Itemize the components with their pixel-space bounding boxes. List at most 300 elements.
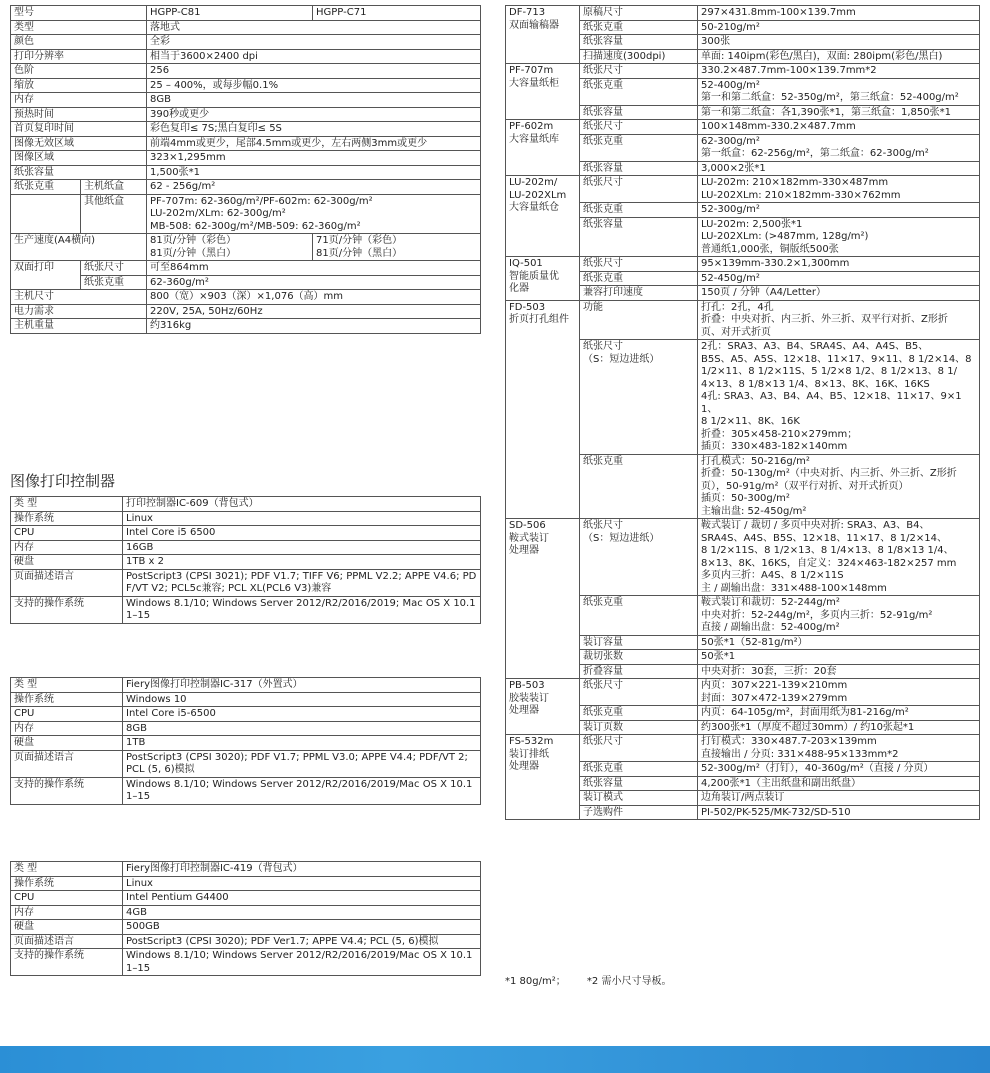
option-name — [506, 735, 580, 820]
spec-value: 220V, 25A, 50Hz/60Hz — [147, 304, 481, 319]
controller-row — [11, 555, 481, 570]
cell-line: 约300张*1（厚度不超过30mm）/ 约10张起*1 — [701, 721, 915, 733]
cell-line: 智能质量优 — [509, 270, 559, 282]
spec-key: 打印分辨率 — [11, 49, 147, 64]
spec-value: 25 – 400%，或每步幅0.1% — [147, 78, 481, 93]
cell-line: 鞍式装订 — [509, 532, 549, 544]
spec-key: 双面打印 — [11, 261, 81, 290]
spec-value: 全彩 — [147, 35, 481, 50]
controller-value: 16GB — [123, 540, 481, 555]
cell-line: 打孔模式：50-216g/m² — [701, 455, 810, 467]
controller-row — [11, 736, 481, 751]
spec-value — [147, 194, 481, 234]
cell-line: PF-707m — [509, 65, 554, 76]
option-key — [580, 49, 698, 64]
option-key — [580, 257, 698, 272]
cell-line: 处理器 — [509, 545, 539, 556]
option-value — [698, 805, 980, 820]
controller-value: 4GB — [123, 905, 481, 920]
controller-row — [11, 777, 481, 804]
controller-value: Intel Pentium G4400 — [123, 891, 481, 906]
cell-line: 纸张容量 — [583, 777, 623, 789]
option-name — [506, 176, 580, 257]
spec-row — [11, 20, 481, 35]
spec-row-weight — [11, 180, 481, 195]
controller-key: 硬盘 — [11, 736, 123, 751]
controller-key: 类 型 — [11, 497, 123, 512]
cell-line: PB-503 — [509, 680, 545, 691]
cell-line: 纸张容量 — [583, 162, 623, 174]
cell-line: 主输出盘: 52-450g/m² — [701, 505, 807, 517]
spec-key: 首页复印时间 — [11, 122, 147, 137]
spec-value: 落地式 — [147, 20, 481, 35]
spec-row — [11, 290, 481, 305]
option-name — [506, 300, 580, 519]
controller-row — [11, 920, 481, 935]
controller-row — [11, 511, 481, 526]
cell-line: 1/2×11、8 1/2×11S、5 1/2×8 1/2、8 1/2×13、8 1/ — [701, 366, 957, 377]
cell-line: 81页/分钟（黑白） — [150, 247, 237, 259]
spec-row-weight-other — [11, 194, 481, 234]
controller-row — [11, 862, 481, 877]
cell-line: 扫描速度(300dpi) — [583, 50, 666, 62]
option-key — [580, 35, 698, 50]
cell-line: 双面输稿器 — [509, 19, 559, 31]
cell-line: 150页 / 分钟（A4/Letter） — [701, 287, 827, 298]
cell-line: 纸张尺寸 — [583, 65, 623, 76]
controller-key: CPU — [11, 526, 123, 541]
controller-table-2 — [10, 677, 481, 805]
cell-line: 打钉模式：330×487.7-203×139mm — [701, 736, 877, 747]
cell-line: 62-300g/m² — [701, 135, 760, 147]
option-key — [580, 176, 698, 203]
cell-line: 内页：64-105g/m²，封面用纸为81-216g/m² — [701, 707, 909, 718]
option-name — [506, 64, 580, 120]
spec-row — [11, 122, 481, 137]
spec-key: 图像无效区域 — [11, 136, 147, 151]
option-key — [580, 300, 698, 340]
cell-line: 大容量纸柜 — [509, 77, 559, 89]
option-key — [580, 286, 698, 301]
option-key — [580, 635, 698, 650]
spec-value: 前端4mm或更少，尾部4.5mm或更少，左右两侧3mm或更少 — [147, 136, 481, 151]
option-value — [698, 454, 980, 519]
cell-line: 81页/分钟（黑白） — [316, 247, 403, 259]
cell-line: 52-300g/m² — [701, 204, 760, 215]
option-key — [580, 706, 698, 721]
cell-line: 4,200张*1（主出纸盘和副出纸盘） — [701, 777, 861, 789]
spec-key: 缩放 — [11, 78, 147, 93]
cell-line: 原稿尺寸 — [583, 7, 623, 18]
cell-line: 8×13、8K、16KS，自定义：324×463-182×257 mm — [701, 557, 957, 569]
controller-value: Intel Core i5-6500 — [123, 707, 481, 722]
cell-line: 71页/分钟（彩色） — [316, 235, 403, 246]
spec-key: 纸张克重 — [11, 180, 81, 195]
cell-line: FD-503 — [509, 301, 546, 313]
spec-row — [11, 319, 481, 334]
option-value — [698, 706, 980, 721]
controller-key: 支持的操作系统 — [11, 777, 123, 804]
spec-row-duplex-weight — [11, 275, 481, 290]
cell-line: 纸张容量 — [583, 106, 623, 118]
option-value — [698, 217, 980, 257]
cell-line: LU-202m/XLm: 62-300g/m² — [150, 208, 286, 219]
cell-line: PF-707m: 62-360g/m²/PF-602m: 62-300g/m² — [150, 195, 373, 207]
option-value — [698, 105, 980, 120]
spec-row — [11, 136, 481, 151]
cell-line: 纸张克重 — [583, 204, 623, 215]
controller-row — [11, 678, 481, 693]
cell-line: 插页：330×483-182×140mm — [701, 441, 848, 452]
speed-b — [313, 234, 481, 261]
option-value — [698, 203, 980, 218]
option-key — [580, 776, 698, 791]
option-key — [580, 762, 698, 777]
spec-key: 生产速度(A4横向) — [11, 234, 147, 261]
option-key — [580, 805, 698, 820]
controller-value: 8GB — [123, 721, 481, 736]
controller-key: 操作系统 — [11, 692, 123, 707]
cell-line: LU-202m: 2,500张*1 — [701, 218, 803, 230]
spec-subkey: 其他纸盒 — [81, 194, 147, 234]
spec-value: 323×1,295mm — [147, 151, 481, 166]
cell-line: 297×431.8mm-100×139.7mm — [701, 7, 856, 18]
option-row — [506, 519, 980, 596]
controller-row — [11, 497, 481, 512]
spec-row — [11, 64, 481, 79]
cell-line: 大容量纸仓 — [509, 202, 559, 213]
cell-line: B5S、A5、A5S、12×18、11×17、9×11、8 1/2×14、8 — [701, 353, 972, 365]
controller-value: Fiery图像打印控制器IC-317（外置式） — [123, 678, 481, 693]
option-key — [580, 454, 698, 519]
spec-subkey: 纸张克重 — [81, 275, 147, 290]
option-value — [698, 78, 980, 105]
cell-line: 4孔: SRA3、A3、B4、A4、B5、12×18、11×17、9×11、 — [701, 391, 962, 415]
cell-line: LU-202m/ — [509, 177, 558, 188]
controller-key: 支持的操作系统 — [11, 596, 123, 623]
spec-value: 800（宽）×903（深）×1,076（高）mm — [147, 290, 481, 305]
spec-value: 62 - 256g/m² — [147, 180, 481, 195]
cell-line: LU-202XLm: (>487mm, 128g/m²) — [701, 231, 869, 242]
option-key — [580, 271, 698, 286]
cell-line: 子选购件 — [583, 806, 623, 818]
speed-a — [147, 234, 313, 261]
cell-line: 折叠容量 — [583, 665, 623, 677]
cell-line: 页、对开式折页 — [701, 326, 771, 338]
cell-line: 300张 — [701, 36, 731, 47]
cell-line: 化器 — [509, 283, 529, 294]
option-name — [506, 6, 580, 64]
spec-key: 图像区域 — [11, 151, 147, 166]
option-row — [506, 64, 980, 79]
spec-key: 型号 — [11, 6, 147, 21]
spec-value: 可至864mm — [147, 261, 481, 276]
bottom-band — [0, 1046, 990, 1073]
option-value — [698, 120, 980, 135]
cell-line: 纸张尺寸 — [583, 258, 623, 269]
spec-row-duplex — [11, 261, 481, 276]
cell-line: 折页打孔组件 — [509, 314, 569, 325]
cell-line: 裁切张数 — [583, 651, 623, 662]
option-key — [580, 78, 698, 105]
controller-key: 内存 — [11, 905, 123, 920]
cell-line: 第一纸盒：62-256g/m²，第二纸盒：62-300g/m² — [701, 148, 929, 159]
controller-value: Windows 8.1/10; Windows Server 2012/R2/2016/2019; Mac OS X 10.11–15 — [123, 596, 481, 623]
spec-row-model — [11, 6, 481, 21]
cell-line: FS-532m — [509, 736, 554, 747]
option-row — [506, 176, 980, 203]
option-key — [580, 340, 698, 455]
controller-table-1 — [10, 496, 481, 624]
spec-key: 预热时间 — [11, 107, 147, 122]
option-value — [698, 6, 980, 21]
spec-value: 256 — [147, 64, 481, 79]
cell-line: 折叠：50-130g/m²（中央对折、内三折、外三折、Z形折 — [701, 468, 957, 479]
cell-line: 纸张尺寸 — [583, 736, 623, 747]
controller-key: 操作系统 — [11, 876, 123, 891]
spec-subkey: 主机纸盒 — [81, 180, 147, 195]
option-value — [698, 286, 980, 301]
cell-line: 50张*1 — [701, 651, 736, 662]
spec-key: 类型 — [11, 20, 147, 35]
footnote-1: *1 80g/m²； — [505, 976, 566, 987]
cell-line: 3,000×2张*1 — [701, 162, 766, 174]
option-value — [698, 635, 980, 650]
option-name — [506, 519, 580, 679]
controller-row — [11, 934, 481, 949]
cell-line: 纸张克重 — [583, 455, 623, 467]
cell-line: DF-713 — [509, 7, 546, 18]
option-value — [698, 679, 980, 706]
controller-key: 类 型 — [11, 678, 123, 693]
option-row — [506, 679, 980, 706]
cell-line: 8 1/2×11S、8 1/2×13、8 1/4×13、8 1/8×13 1/4、 — [701, 545, 954, 556]
controller-key: 硬盘 — [11, 920, 123, 935]
spec-value: 约316kg — [147, 319, 481, 334]
cell-line: 鞍式装订 / 裁切 / 多页中央对折: SRA3、A3、B4、 — [701, 520, 930, 531]
controller-table-3 — [10, 861, 481, 976]
option-value — [698, 762, 980, 777]
option-key — [580, 679, 698, 706]
controller-row — [11, 876, 481, 891]
controller-value: 1TB x 2 — [123, 555, 481, 570]
cell-line: 单面: 140ipm(彩色/黑白)，双面: 280ipm(彩色/黑白) — [701, 50, 943, 62]
cell-line: 打孔：2孔，4孔 — [701, 301, 774, 313]
spec-value: 彩色复印≤ 7S;黑白复印≤ 5S — [147, 122, 481, 137]
cell-line: 大容量纸库 — [509, 133, 559, 145]
option-key — [580, 6, 698, 21]
spec-row — [11, 107, 481, 122]
cell-line: 页），50-91g/m²（双平行对折、对开式折页） — [701, 480, 909, 492]
option-value — [698, 64, 980, 79]
cell-line: 纸张容量 — [583, 36, 623, 47]
option-key — [580, 519, 698, 596]
controller-value: 500GB — [123, 920, 481, 935]
option-value — [698, 20, 980, 35]
controller-key: 页面描述语言 — [11, 569, 123, 596]
spec-key: 色阶 — [11, 64, 147, 79]
cell-line: 兼容打印速度 — [583, 287, 643, 298]
controller-row — [11, 750, 481, 777]
option-key — [580, 217, 698, 257]
cell-line: 纸张尺寸 — [583, 341, 623, 352]
controller-row — [11, 540, 481, 555]
option-value — [698, 134, 980, 161]
option-key — [580, 596, 698, 636]
option-value — [698, 519, 980, 596]
option-key — [580, 203, 698, 218]
option-value — [698, 300, 980, 340]
cell-line: 第一和第二纸盒：各1,390张*1，第三纸盒：1,850张*1 — [701, 106, 951, 118]
options-table — [505, 5, 980, 820]
spec-key-empty — [11, 194, 81, 234]
spec-row — [11, 35, 481, 50]
cell-line: LU-202m: 210×182mm-330×487mm — [701, 177, 889, 188]
option-value — [698, 271, 980, 286]
cell-line: 纸张克重 — [583, 79, 623, 91]
cell-line: 直接 / 副输出盘：52-400g/m² — [701, 622, 840, 633]
controller-value: Windows 10 — [123, 692, 481, 707]
cell-line: 纸张克重 — [583, 597, 623, 608]
controller-key: 操作系统 — [11, 511, 123, 526]
cell-line: 第一和第二纸盒：52-350g/m²，第三纸盒：52-400g/m² — [701, 92, 959, 103]
controllers-title: 图像打印控制器 — [10, 472, 116, 490]
controller-value: Windows 8.1/10; Windows Server 2012/R2/2016/2019/Mac OS X 10.11–15 — [123, 777, 481, 804]
spec-row — [11, 93, 481, 108]
option-key — [580, 650, 698, 665]
spec-value: 8GB — [147, 93, 481, 108]
spec-subkey: 纸张尺寸 — [81, 261, 147, 276]
spec-key: 主机重量 — [11, 319, 147, 334]
option-value — [698, 650, 980, 665]
option-value — [698, 257, 980, 272]
cell-line: 纸张尺寸 — [583, 680, 623, 691]
option-value — [698, 720, 980, 735]
spec-row — [11, 49, 481, 64]
controller-key: CPU — [11, 707, 123, 722]
cell-line: （S：短边进纸） — [583, 353, 660, 365]
controller-value: PostScript3 (CPSI 3021); PDF V1.7; TIFF V6; PPML V2.2; APPE V4.6; PDF/VT V2; PCL5c兼容; PCL XL(PCL6 V3)兼容 — [123, 569, 481, 596]
cell-line: 95×139mm-330.2×1,300mm — [701, 258, 850, 269]
footnote-2: *2 需小尺寸导板。 — [586, 976, 672, 987]
spec-row — [11, 165, 481, 180]
spec-value: 390秒或更少 — [147, 107, 481, 122]
cell-line: 内页：307×221-139×210mm — [701, 680, 848, 691]
cell-line: 装订页数 — [583, 721, 623, 733]
cell-line: 52-450g/m² — [701, 272, 760, 284]
controller-key: CPU — [11, 891, 123, 906]
controller-row — [11, 692, 481, 707]
spec-key: 主机尺寸 — [11, 290, 147, 305]
model-b: HGPP-C71 — [313, 6, 481, 21]
cell-line: PI-502/PK-525/MK-732/SD-510 — [701, 806, 851, 818]
controller-value: Linux — [123, 511, 481, 526]
controller-key: 页面描述语言 — [11, 750, 123, 777]
controller-key: 类 型 — [11, 862, 123, 877]
spec-key: 内存 — [11, 93, 147, 108]
cell-line: 主 / 副输出盘：331×488-100×148mm — [701, 582, 887, 594]
option-name — [506, 679, 580, 735]
cell-line: LU-202XLm: 210×182mm-330×762mm — [701, 189, 901, 201]
option-row — [506, 120, 980, 135]
spec-row — [11, 151, 481, 166]
option-value — [698, 340, 980, 455]
cell-line: 折叠：305×458-210×279mm； — [701, 428, 858, 440]
cell-line: 52-400g/m² — [701, 79, 760, 91]
option-value — [698, 35, 980, 50]
cell-line: 50张*1（52-81g/m²） — [701, 636, 808, 648]
cell-line: 8 1/2×11、8K、16K — [701, 416, 800, 427]
controller-key: 硬盘 — [11, 555, 123, 570]
cell-line: 装订容量 — [583, 636, 623, 648]
controller-key: 支持的操作系统 — [11, 949, 123, 976]
cell-line: 纸张克重 — [583, 763, 623, 774]
spec-value: 62-360g/m² — [147, 275, 481, 290]
controller-value: Windows 8.1/10; Windows Server 2012/R2/2016/2019/Mac OS X 10.11–15 — [123, 949, 481, 976]
cell-line: 装订排纸 — [509, 748, 549, 760]
spec-value: 1,500张*1 — [147, 165, 481, 180]
cell-line: SD-506 — [509, 520, 546, 531]
cell-line: 中央对折：30套，三折：20套 — [701, 665, 837, 677]
cell-line: 100×148mm-330.2×487.7mm — [701, 121, 856, 132]
cell-line: 4×13、8 1/8×13 1/4、8×13、8K、16K、16KS — [701, 378, 930, 390]
controller-key: 页面描述语言 — [11, 934, 123, 949]
cell-line: LU-202XLm — [509, 189, 567, 201]
cell-line: 处理器 — [509, 761, 539, 772]
option-key — [580, 134, 698, 161]
cell-line: 纸张克重 — [583, 21, 623, 33]
spec-key: 电力需求 — [11, 304, 147, 319]
controller-row — [11, 526, 481, 541]
option-key — [580, 161, 698, 176]
cell-line: 装订模式 — [583, 792, 623, 803]
option-key — [580, 120, 698, 135]
option-value — [698, 735, 980, 762]
cell-line: PF-602m — [509, 121, 554, 132]
option-value — [698, 776, 980, 791]
option-value — [698, 664, 980, 679]
controller-value: Fiery图像打印控制器IC-419（背包式） — [123, 862, 481, 877]
controller-value: Intel Core i5 6500 — [123, 526, 481, 541]
spec-row-speed — [11, 234, 481, 261]
cell-line: 2孔：SRA3、A3、B4、SRA4S、A4、A4S、B5、 — [701, 341, 929, 352]
cell-line: （S：短边进纸） — [583, 532, 660, 544]
controller-key: 内存 — [11, 721, 123, 736]
cell-line: 插页：50-300g/m² — [701, 493, 790, 504]
option-row — [506, 300, 980, 340]
spec-key: 颜色 — [11, 35, 147, 50]
option-key — [580, 105, 698, 120]
cell-line: 纸张克重 — [583, 135, 623, 147]
cell-line: 鞍式装订和裁切：52-244g/m² — [701, 597, 840, 608]
model-a: HGPP-C81 — [147, 6, 313, 21]
main-spec-table — [10, 5, 481, 334]
cell-line: 52-300g/m²（打钉），40-360g/m²（直接 / 分页） — [701, 763, 934, 774]
cell-line: 胶装装订 — [509, 692, 549, 704]
controller-row — [11, 721, 481, 736]
cell-line: 边角装订/两点装订 — [701, 792, 785, 803]
cell-line: 多页内三折：A4S、8 1/2×11S — [701, 570, 844, 581]
option-row — [506, 257, 980, 272]
cell-line: 纸张克重 — [583, 272, 623, 284]
controller-value: 1TB — [123, 736, 481, 751]
controller-value: PostScript3 (CPSI 3020); PDF V1.7; PPML V3.0; APPE V4.4; PDF/VT 2; PCL (5, 6)模拟 — [123, 750, 481, 777]
option-row — [506, 6, 980, 21]
controller-value: 打印控制器IC-609（背包式） — [123, 497, 481, 512]
option-value — [698, 49, 980, 64]
cell-line: MB-508: 62-300g/m²/MB-509: 62-360g/m² — [150, 220, 361, 232]
controller-row — [11, 949, 481, 976]
